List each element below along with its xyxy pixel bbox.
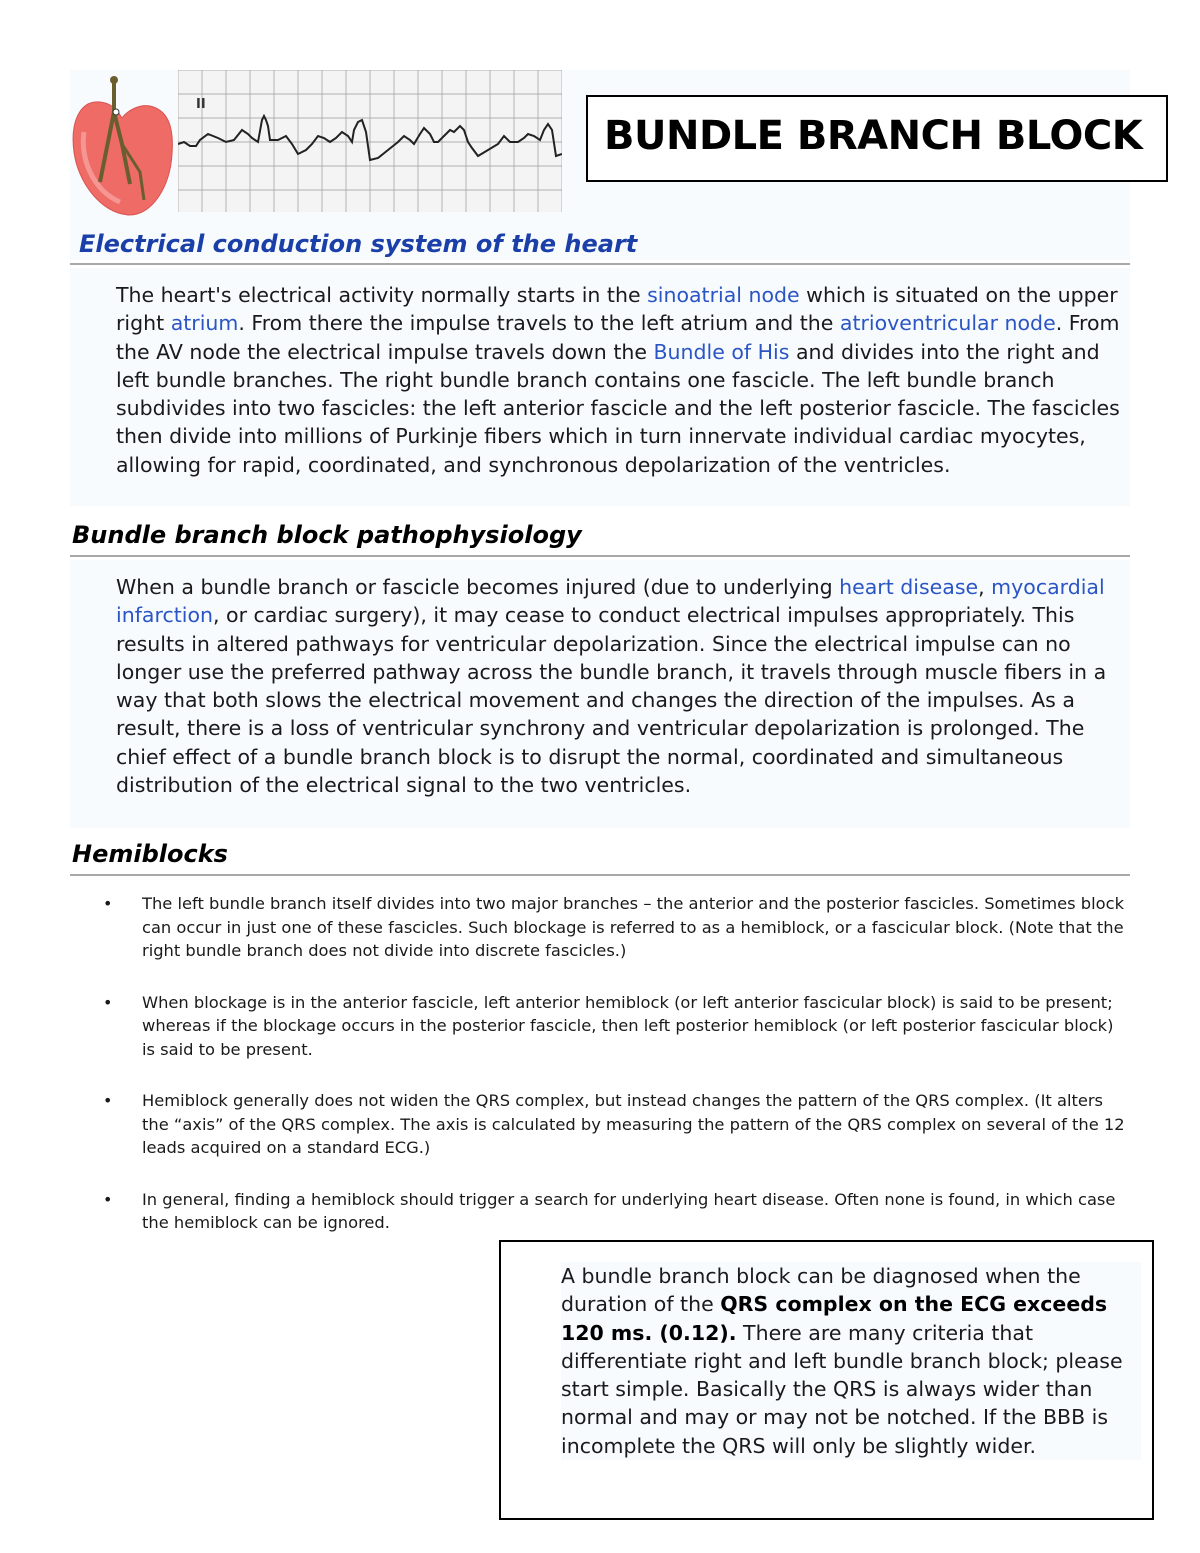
heart-conduction-illustration	[70, 72, 175, 217]
list-item	[100, 991, 1130, 1062]
conduction-text-5: and divides into the right and left bundle branches. The right bundle branch contains one fascicle. The left bundle branch subdivides into two fascicles: the left anterior fascicle and the left posterior fascicle. The fascicles then divide into millions of Purkinje fibers which in turn innervate individual cardiac myocytes, allowing for rapid, coordinated, and synchronous depolarization of the ventricles.	[116, 339, 1120, 477]
bullet-text: Hemiblock generally does not widen the QRS complex, but instead changes the pattern of the QRS complex. (It alters the “axis” of the QRS complex. The axis is calculated by measuring the pattern of the QRS complex on several of the 12 leads acquired on a standard ECG.)	[142, 1091, 1125, 1157]
diagnosis-note-text	[561, 1262, 1141, 1460]
link-heart-disease[interactable]: heart disease	[839, 575, 979, 599]
title-box	[586, 95, 1168, 182]
conduction-text-3: . From there the impulse travels to the left atrium and the	[238, 311, 840, 336]
note-text-1: A bundle branch block can be diagnosed when the duration of the	[561, 1264, 1081, 1317]
section-heading-hemiblocks: Hemiblocks	[70, 840, 1130, 876]
conduction-text-1: The heart's electrical activity normally starts in the	[116, 283, 648, 307]
bullet-text: When blockage is in the anterior fascicle, left anterior hemiblock (or left anterior fascicular block) is said to be present; whereas if the blockage occurs in the posterior fascicle, then left posterior hemiblock (or left posterior fascicular block) is said to be present.	[142, 992, 1114, 1059]
note-text-2: There are many criteria that differentiate right and left bundle branch block; please start simple. Basically the QRS is always wider than normal and may or may not be notched. If the BBB is incomplete the QRS will only be slightly wider.	[561, 1320, 1123, 1458]
ecg-strip	[178, 70, 562, 212]
conduction-paragraph	[116, 281, 1136, 479]
link-atrioventricular-node[interactable]: atrioventricular node	[839, 311, 1056, 336]
link-bundle-of-his[interactable]: Bundle of His	[653, 339, 790, 364]
bullet-text: The left bundle branch itself divides into two major branches – the anterior and the posterior fascicles. Sometimes block can occur in just one of these fascicles. Such blockage is referred to as a hemiblock, or a fascicular block. (Note that the right bundle branch does not divide into discrete fascicles.)	[142, 894, 1125, 960]
list-item	[100, 892, 1130, 963]
conduction-text-4: . From the AV node the electrical impulse travels down the	[116, 311, 1120, 364]
section-heading-conduction: Electrical conduction system of the heart	[70, 230, 1130, 265]
patho-text-3: , or cardiac surgery), it may cease to conduct electrical impulses appropriately. This results in altered pathways for ventricular depolarization. Since the electrical impulse can no longer use the preferred pathway across the bundle branch, it travels through muscle fibers in a way that both slows the electrical movement and changes the direction of the impulses. As a result, there is a loss of ventricular synchrony and ventricular depolarization is prolonged. The chief effect of a bundle branch block is to disrupt the normal, coordinated and simultaneous distribution of the electrical signal to the two ventricles.	[116, 603, 1107, 798]
link-myocardial-infarction[interactable]: myocardial infarction	[116, 575, 1105, 628]
bullet-dot-icon: •	[103, 894, 113, 913]
pathophysiology-paragraph	[116, 573, 1136, 799]
patho-text-2: ,	[978, 575, 992, 599]
list-item	[100, 1089, 1130, 1160]
bullet-dot-icon: •	[103, 1091, 113, 1110]
bullet-text: In general, finding a hemiblock should trigger a search for underlying heart disease. Often none is found, in which case the hemiblock can be ignored.	[142, 1189, 1116, 1232]
ecg-lead-label: II	[196, 97, 206, 112]
conduction-text-2: which is situated on the upper right	[116, 283, 1118, 336]
hemiblocks-list	[100, 892, 1130, 1263]
page-title: BUNDLE BRANCH BLOCK	[604, 113, 1143, 159]
note-bold-criteria: QRS complex on the ECG exceeds 120 ms. (0.12).	[561, 1292, 1108, 1345]
patho-text-1: When a bundle branch or fascicle becomes injured (due to underlying	[116, 575, 840, 599]
bullet-dot-icon: •	[103, 992, 113, 1012]
bullet-dot-icon: •	[103, 1189, 113, 1209]
list-item	[100, 1188, 1130, 1235]
section-heading-pathophysiology: Bundle branch block pathophysiology	[70, 521, 1130, 557]
link-sinoatrial-node[interactable]: sinoatrial node	[647, 283, 800, 307]
diagnosis-note-box	[499, 1240, 1154, 1520]
link-atrium[interactable]: atrium	[170, 311, 239, 336]
